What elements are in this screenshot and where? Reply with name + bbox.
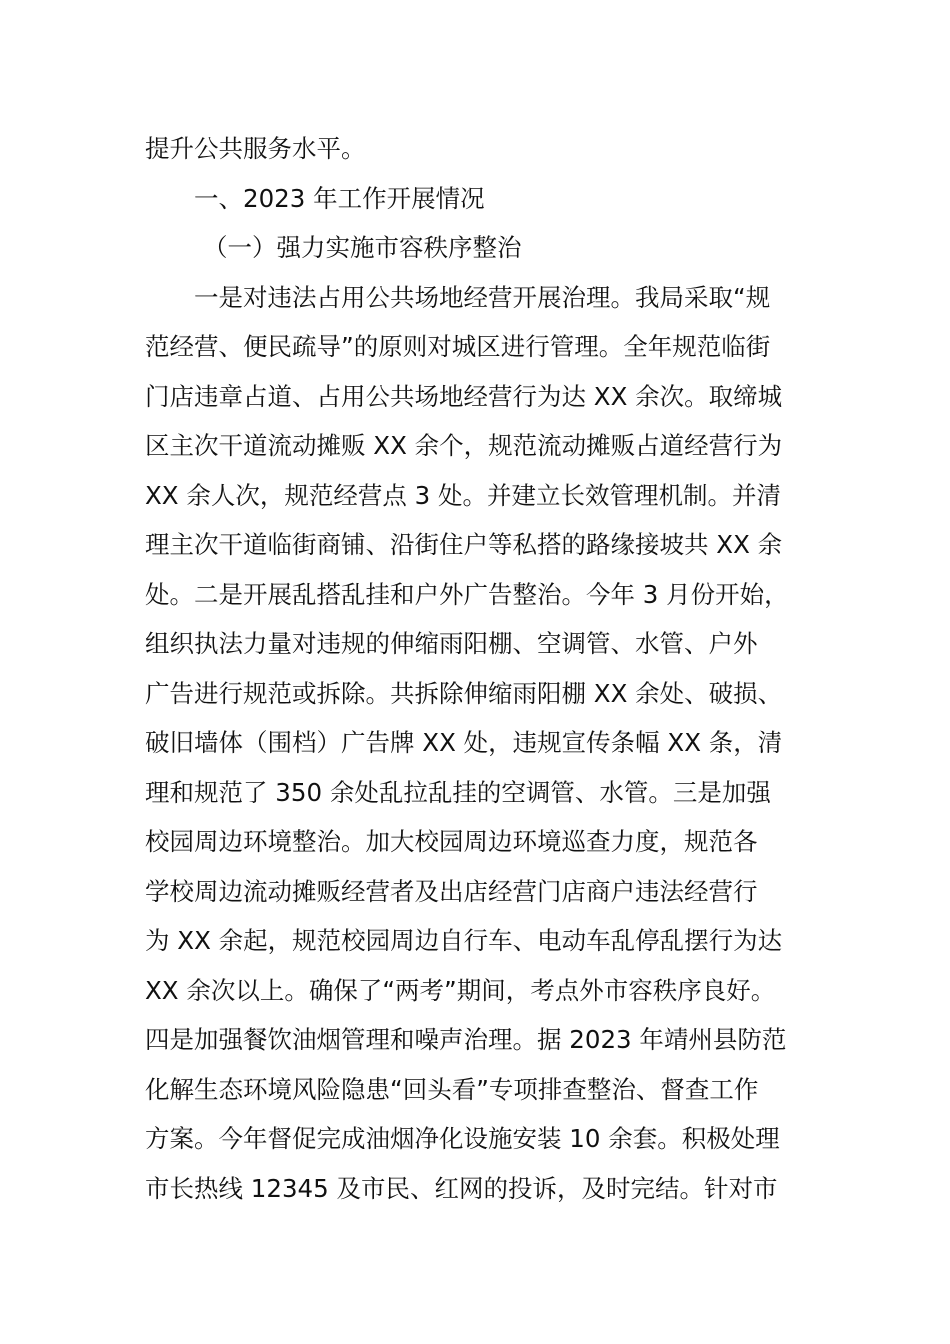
text-line: 处。二是开展乱搭乱挂和户外广告整治。今年 3 月份开始， [145,579,789,609]
section-heading: 一、2023 年工作开展情况 [194,183,485,213]
text-line: 方案。今年督促完成油烟净化设施安装 10 余套。积极处理 [145,1124,780,1153]
text-line: 破旧墙体（围档）广告牌 XX 处，违规宣传条幅 XX 条，清 [145,728,783,757]
text-line: 化解生态环境风险隐患“回头看”专项排查整治、督查工作 [145,1074,759,1104]
text-line: 学校周边流动摊贩经营者及出店经营门店商户违法经营行 [145,876,758,906]
text-line: 门店违章占道、占用公共场地经营行为达 XX 余次。取缔城 [145,381,783,411]
text-line: 提升公共服务水平。 [145,134,366,163]
subsection-heading: （一）强力实施市容秩序整治 [203,233,522,262]
text-line: 市长热线 12345 及市民、红网的投诉，及时完结。针对市 [145,1173,778,1203]
text-line: 校园周边环境整治。加大校园周边环境巡查力度，规范各 [145,827,758,856]
text-line: 为 XX 余起，规范校园周边自行车、电动车乱停乱摆行为达 [145,926,783,955]
body-text [145,124,835,1213]
text-line: 范经营、便民疏导”的原则对城区进行管理。全年规范临街 [145,332,771,361]
text-line: 理和规范了 350 余处乱拉乱挂的空调管、水管。三是加强 [145,777,771,807]
text-line: 组织执法力量对违规的伸缩雨阳棚、空调管、水管、户外 [145,629,758,658]
text-line: 理主次干道临街商铺、沿街住户等私搭的路缘接坡共 XX 余 [145,530,783,559]
text-line: XX 余人次，规范经营点 3 处。并建立长效管理机制。并清 [145,480,782,510]
text-line: XX 余次以上。确保了“两考”期间，考点外市容秩序良好。 [145,975,776,1005]
text-line: 四是加强餐饮油烟管理和噪声治理。据 2023 年靖州县防范 [145,1025,787,1054]
text-line: 区主次干道流动摊贩 XX 余个，规范流动摊贩占道经营行为 [145,431,783,460]
text-line: 广告进行规范或拆除。共拆除伸缩雨阳棚 XX 余处、破损、 [145,678,783,708]
paragraph-first-line: 一是对违法占用公共场地经营开展治理。我局采取“规 [194,282,771,312]
